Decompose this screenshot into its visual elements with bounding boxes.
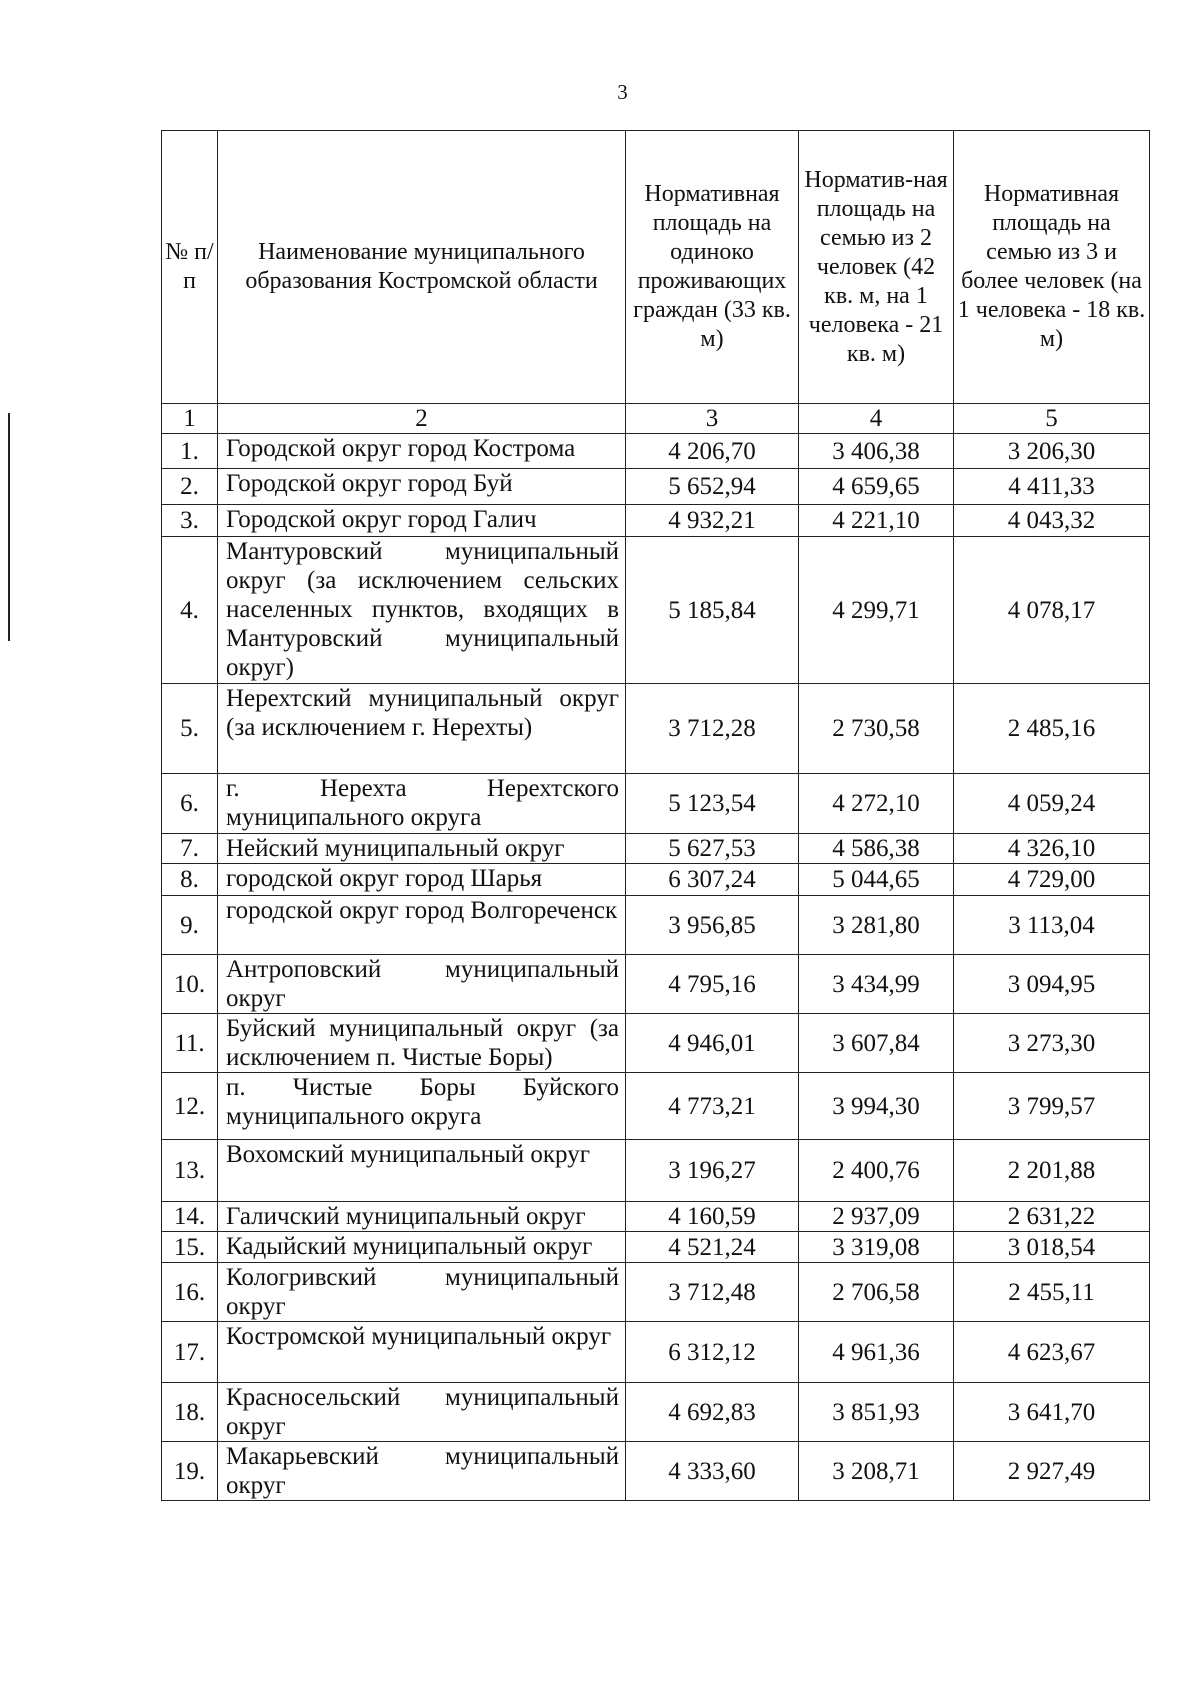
column-number: 1 <box>162 404 218 434</box>
norm-two: 4 659,65 <box>799 469 954 505</box>
norm-single: 6 312,12 <box>626 1322 799 1383</box>
norm-two: 3 851,93 <box>799 1383 954 1442</box>
norm-two: 3 607,84 <box>799 1014 954 1073</box>
row-number: 7. <box>162 834 218 864</box>
column-number: 4 <box>799 404 954 434</box>
district-name: Кологривский муниципальный округ <box>218 1263 626 1322</box>
row-number: 16. <box>162 1263 218 1322</box>
norm-two: 4 961,36 <box>799 1322 954 1383</box>
norm-two: 3 319,08 <box>799 1232 954 1263</box>
table-row <box>162 1073 1150 1140</box>
district-name: Макарьевский муниципальный округ <box>218 1442 626 1501</box>
norm-three-plus: 3 641,70 <box>954 1383 1150 1442</box>
row-number: 18. <box>162 1383 218 1442</box>
norm-three-plus: 2 631,22 <box>954 1202 1150 1232</box>
scan-margin-line <box>8 413 10 641</box>
norm-single: 5 185,84 <box>626 537 799 684</box>
norm-three-plus: 2 201,88 <box>954 1140 1150 1202</box>
norm-three-plus: 3 206,30 <box>954 434 1150 469</box>
norm-three-plus: 2 455,11 <box>954 1263 1150 1322</box>
table-row <box>162 1232 1150 1263</box>
norm-three-plus: 2 927,49 <box>954 1442 1150 1501</box>
norm-single: 4 773,21 <box>626 1073 799 1140</box>
page-number: 3 <box>617 80 628 104</box>
norm-single: 3 956,85 <box>626 896 799 955</box>
row-number: 17. <box>162 1322 218 1383</box>
row-number: 9. <box>162 896 218 955</box>
row-number: 19. <box>162 1442 218 1501</box>
norm-single: 4 795,16 <box>626 955 799 1014</box>
table-row <box>162 896 1150 955</box>
row-number: 13. <box>162 1140 218 1202</box>
norm-single: 4 521,24 <box>626 1232 799 1263</box>
row-number: 8. <box>162 864 218 896</box>
district-name: г. Нерехта Нерехтского муниципального округа <box>218 774 626 834</box>
table-row <box>162 834 1150 864</box>
district-name: Вохомский муниципальный округ <box>218 1140 626 1202</box>
column-number: 2 <box>218 404 626 434</box>
row-number: 11. <box>162 1014 218 1073</box>
norm-two: 5 044,65 <box>799 864 954 896</box>
norm-single: 4 946,01 <box>626 1014 799 1073</box>
column-number-row <box>162 404 1150 434</box>
table-row <box>162 1140 1150 1202</box>
row-number: 2. <box>162 469 218 505</box>
district-name: Галичский муниципальный округ <box>218 1202 626 1232</box>
district-name: Нерехтский муниципальный округ (за исключением г. Нерехты) <box>218 684 626 774</box>
norm-three-plus: 4 043,32 <box>954 505 1150 537</box>
district-name: Городской округ город Буй <box>218 469 626 505</box>
norm-single: 4 206,70 <box>626 434 799 469</box>
table-row <box>162 1014 1150 1073</box>
district-name: Городской округ город Кострома <box>218 434 626 469</box>
norm-three-plus: 4 623,67 <box>954 1322 1150 1383</box>
table-row <box>162 434 1150 469</box>
norm-single: 3 712,48 <box>626 1263 799 1322</box>
norm-three-plus: 3 273,30 <box>954 1014 1150 1073</box>
district-name: Костромской муниципальный округ <box>218 1322 626 1383</box>
norm-two: 2 730,58 <box>799 684 954 774</box>
district-name: городской округ город Волгореченск <box>218 896 626 955</box>
norm-single: 4 333,60 <box>626 1442 799 1501</box>
table-row <box>162 469 1150 505</box>
row-number: 5. <box>162 684 218 774</box>
table-row <box>162 1383 1150 1442</box>
row-number: 12. <box>162 1073 218 1140</box>
district-name: Антроповский муниципальный округ <box>218 955 626 1014</box>
norm-three-plus: 3 799,57 <box>954 1073 1150 1140</box>
norm-single: 4 160,59 <box>626 1202 799 1232</box>
header-three-plus: Нормативная площадь на семью из 3 и более человек (на 1 человека - 18 кв. м) <box>954 131 1150 404</box>
district-name: Городской округ город Галич <box>218 505 626 537</box>
norm-three-plus: 4 078,17 <box>954 537 1150 684</box>
norm-single: 4 932,21 <box>626 505 799 537</box>
district-name: Нейский муниципальный округ <box>218 834 626 864</box>
header-num: № п/п <box>162 131 218 404</box>
table-row <box>162 1263 1150 1322</box>
norm-two: 4 272,10 <box>799 774 954 834</box>
norm-two: 4 299,71 <box>799 537 954 684</box>
column-number: 3 <box>626 404 799 434</box>
district-name: Мантуровский муниципальный округ (за исключением сельских населенных пунктов, входящих в Мантуровский муниципальный округ) <box>218 537 626 684</box>
norm-two: 2 706,58 <box>799 1263 954 1322</box>
row-number: 14. <box>162 1202 218 1232</box>
norm-three-plus: 4 729,00 <box>954 864 1150 896</box>
table-row <box>162 864 1150 896</box>
table-row <box>162 684 1150 774</box>
district-name: городской округ город Шарья <box>218 864 626 896</box>
norm-three-plus: 3 018,54 <box>954 1232 1150 1263</box>
row-number: 4. <box>162 537 218 684</box>
norm-single: 5 652,94 <box>626 469 799 505</box>
norm-three-plus: 3 094,95 <box>954 955 1150 1014</box>
row-number: 6. <box>162 774 218 834</box>
norm-single: 3 196,27 <box>626 1140 799 1202</box>
district-name: п. Чистые Боры Буйского муниципального округа <box>218 1073 626 1140</box>
column-number: 5 <box>954 404 1150 434</box>
row-number: 15. <box>162 1232 218 1263</box>
norm-single: 3 712,28 <box>626 684 799 774</box>
norm-single: 5 627,53 <box>626 834 799 864</box>
table-row <box>162 1442 1150 1501</box>
norm-two: 4 221,10 <box>799 505 954 537</box>
table-row <box>162 1202 1150 1232</box>
norm-two: 3 281,80 <box>799 896 954 955</box>
row-number: 10. <box>162 955 218 1014</box>
header-row <box>162 131 1150 404</box>
district-name: Кадыйский муниципальный округ <box>218 1232 626 1263</box>
norm-single: 5 123,54 <box>626 774 799 834</box>
table-row <box>162 1322 1150 1383</box>
table-row <box>162 537 1150 684</box>
norm-single: 4 692,83 <box>626 1383 799 1442</box>
table-body <box>162 404 1150 1501</box>
norm-three-plus: 3 113,04 <box>954 896 1150 955</box>
district-name: Красносельский муниципальный округ <box>218 1383 626 1442</box>
table-row <box>162 774 1150 834</box>
norm-two: 3 208,71 <box>799 1442 954 1501</box>
table-row <box>162 955 1150 1014</box>
norm-three-plus: 4 326,10 <box>954 834 1150 864</box>
norm-area-table <box>161 130 1150 1501</box>
row-number: 1. <box>162 434 218 469</box>
header-two: Норматив-ная площадь на семью из 2 человек (42 кв. м, на 1 человека - 21 кв. м) <box>799 131 954 404</box>
row-number: 3. <box>162 505 218 537</box>
norm-two: 3 994,30 <box>799 1073 954 1140</box>
header-name: Наименование муниципального образования Костромской области <box>218 131 626 404</box>
norm-three-plus: 2 485,16 <box>954 684 1150 774</box>
norm-two: 3 434,99 <box>799 955 954 1014</box>
norm-single: 6 307,24 <box>626 864 799 896</box>
norm-two: 2 400,76 <box>799 1140 954 1202</box>
norm-three-plus: 4 059,24 <box>954 774 1150 834</box>
district-name: Буйский муниципальный округ (за исключением п. Чистые Боры) <box>218 1014 626 1073</box>
norm-two: 2 937,09 <box>799 1202 954 1232</box>
norm-two: 3 406,38 <box>799 434 954 469</box>
norm-two: 4 586,38 <box>799 834 954 864</box>
norm-three-plus: 4 411,33 <box>954 469 1150 505</box>
table-row <box>162 505 1150 537</box>
header-single: Нормативная площадь на одиноко проживающих граждан (33 кв. м) <box>626 131 799 404</box>
